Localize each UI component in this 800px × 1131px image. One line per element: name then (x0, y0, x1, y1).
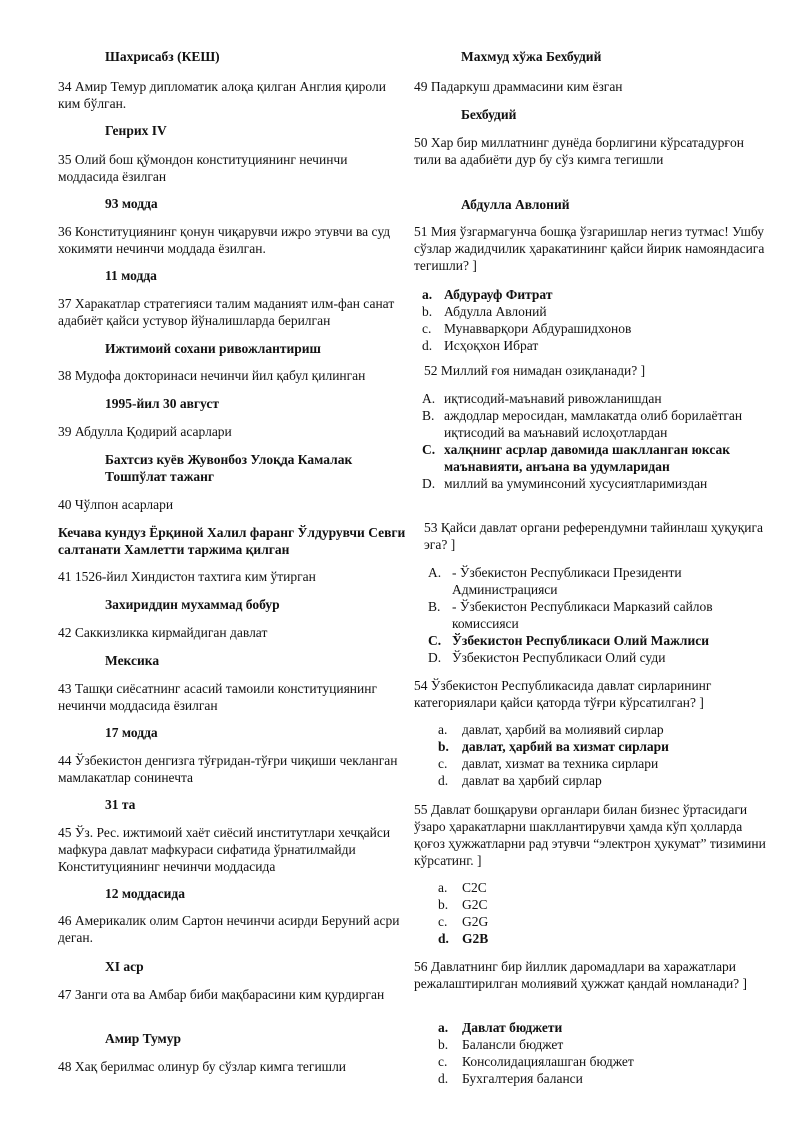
question-39: 39 Абдулла Қодирий асарлари (58, 424, 232, 439)
option-53-d: D. Ўзбекистон Республикаси Олий суди (428, 650, 666, 665)
option-56-d: d. Бухгалтерия баланси (438, 1071, 583, 1086)
option-52-d: D. миллий ва умуминсоний хусусиятларимиздан (422, 476, 708, 491)
question-43: 43 Ташқи сиёсатнинг асасий тамоили конституциянинг нечинчи моддасида ёзилган (58, 681, 377, 713)
answer-44: 31 та (105, 797, 136, 812)
question-44: 44 Ўзбекистон денгизга тўғридан-тўғри чиқиши чекланган мамлакатлар сонинечта (58, 753, 398, 785)
question-45: 45 Ўз. Рес. ижтимоий хаёт сиёсий институтлари хечқайси мафкура давлат мафкураси сифатида ўрнатилмайди Конституциянинг нечинчи моддасида (58, 825, 391, 874)
options-51 (414, 286, 768, 354)
option-55-a: a. C2C (438, 880, 487, 895)
question-53: 53 Қайси давлат органи референдумни тайинлаш ҳуқуқига эга? ] (424, 520, 764, 552)
option-54-a: a. давлат, ҳарбий ва молиявий сирлар (438, 722, 664, 737)
option-54-d: d. давлат ва ҳарбий сирлар (438, 773, 602, 788)
option-54-b: b. давлат, ҳарбий ва хизмат сирлари (438, 739, 669, 754)
option-51-a: a. Абдурауф Фитрат (422, 287, 553, 302)
question-50: 50 Хар бир миллатнинг дунёда борлигини кўрсатадурғон тили ва адабиёти дур бу сўз кимга тегишли (414, 135, 744, 167)
answer-45: 12 моддасида (105, 886, 186, 901)
option-53-b: B. - Ўзбекистон Республикаси Марказий сайлов комиссияси (428, 599, 713, 631)
option-51-d: d. Исҳоқхон Ибрат (422, 338, 539, 353)
options-54 (414, 721, 768, 789)
question-40: 40 Чўлпон асарлари (58, 497, 174, 512)
option-52-a: A. иқтисодий-маънавий ривожланишдан (422, 391, 662, 406)
answer-35: 93 модда (105, 196, 158, 211)
question-55: 55 Давлат бошқаруви органлари билан бизнес ўртасидаги ўзаро ҳаракатларни шакллантирувчи ҳамда кўп ҳолларда қоғоз ҳужжатларни рад этувчи “электрон ҳукумат” тизимини кўрсатинг. ] (414, 802, 766, 868)
answer-38: 1995-йил 30 август (105, 396, 220, 411)
question-35: 35 Олий бош қўмондон конституциянинг нечинчи моддасида ёзилган (58, 152, 348, 184)
option-55-d: d. G2B (438, 931, 489, 946)
answer-42: Мексика (105, 653, 160, 668)
option-54-c: c. давлат, хизмат ва техника сирлари (438, 756, 659, 771)
answer-46: XI аср (105, 959, 144, 974)
answer-39: Бахтсиз куёв Жувонбоз Улоқда Камалак Тошпўлат тажанг (105, 452, 353, 484)
option-55-b: b. G2C (438, 897, 488, 912)
question-48: 48 Хақ берилмас олинур бу сўзлар кимга тегишли (58, 1059, 347, 1074)
question-34: 34 Амир Темур дипломатик алоқа қилган Англия қироли ким бўлган. (58, 79, 386, 111)
option-56-b: b. Балансли бюджет (438, 1037, 564, 1052)
option-56-a: a. Давлат бюджети (438, 1020, 563, 1035)
question-37: 37 Харакатлар стратегияси талим маданият илм-фан санат адабиёт қайси устувор йўналишларда берилган (58, 296, 395, 328)
option-53-a: A. - Ўзбекистон Республикаси Президенти Администрацияси (428, 565, 682, 597)
question-54: 54 Ўзбекистон Республикасида давлат сирларининг категориялари қайси қаторда тўғри кўрсатилган? ] (414, 678, 712, 710)
option-51-c: c. Мунавварқори Абдурашидхонов (422, 321, 632, 336)
answer-36: 11 модда (105, 268, 157, 283)
options-56 (414, 1019, 768, 1087)
options-52 (414, 390, 768, 492)
option-56-c: c. Консолидациялашган бюджет (438, 1054, 634, 1069)
answer-34: Генрих IV (105, 123, 167, 138)
option-51-b: b. Абдулла Авлоний (422, 304, 547, 319)
option-55-c: c. G2G (438, 914, 489, 929)
question-47: 47 Занги ота ва Амбар биби мақбарасини ким қурдирган (58, 987, 385, 1002)
question-36: 36 Конституциянинг қонун чиқарувчи ижро этувчи ва суд хокимяти нечинчи моддада ёзилган. (58, 224, 391, 256)
answer-49: Бехбудий (461, 107, 517, 122)
question-51: 51 Мия ўзгармагунча бошқа ўзгаришлар негиз тутмас! Ушбу сўзлар жадидчилик ҳаракатининг қайси йирик намояндасига тегишли? ] (414, 224, 765, 273)
option-53-c: C. Ўзбекистон Республикаси Олий Мажлиси (428, 633, 710, 648)
question-42: 42 Саккизликка кирмайдиган давлат (58, 625, 268, 640)
question-49: 49 Падаркуш драммасини ким ёзган (414, 79, 623, 94)
option-52-c: C. халқнинг асрлар давомида шаклланган юксак маънавияти, анъана ва удумларидан (422, 442, 731, 474)
answer-33: Шахрисабз (КЕШ) (105, 49, 220, 64)
answer-37: Ижтимоий сохани ривожлантириш (105, 341, 321, 356)
answer-40: Кечава кундуз Ёрқиной Халил фаранг Ўлдурувчи Севги салтанати Хамлетти таржима қилган (58, 525, 406, 557)
answer-50: Абдулла Авлоний (461, 197, 570, 212)
answer-48: Махмуд хўжа Бехбудий (461, 49, 602, 64)
question-56: 56 Давлатнинг бир йиллик даромадлари ва харажатлари режалаштирилган молиявий ҳужжат қандай номланади? ] (414, 959, 748, 991)
answer-47: Амир Тумур (105, 1031, 181, 1046)
question-41: 41 1526-йил Хиндистон тахтига ким ўтирган (58, 569, 316, 584)
options-55 (414, 879, 768, 947)
option-52-b: B. аждодлар меросидан, мамлакатда олиб борилаётган иқтисодий ва маънавий ислоҳотлардан (422, 408, 743, 440)
question-46: 46 Америкалик олим Сартон нечинчи асирди Беруний асри деган. (58, 913, 400, 945)
answer-41: Захириддин мухаммад бобур (105, 597, 280, 612)
options-53 (414, 564, 768, 666)
question-52: 52 Миллий ғоя нимадан озиқланади? ] (424, 363, 646, 378)
question-38: 38 Мудофа докторинаси нечинчи йил қабул қилинган (58, 368, 366, 383)
answer-43: 17 модда (105, 725, 158, 740)
